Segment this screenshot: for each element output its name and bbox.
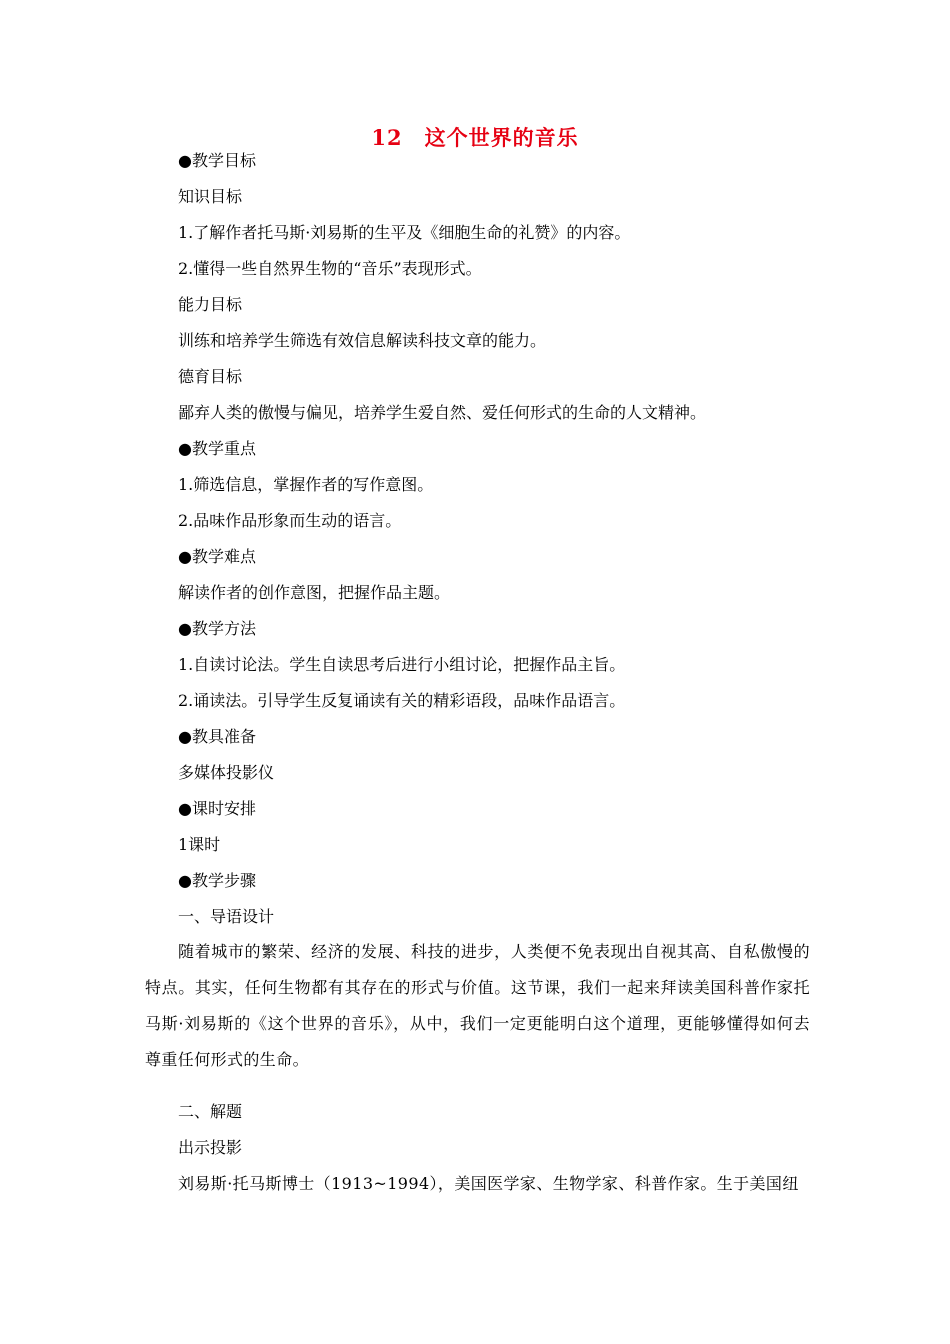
step-2-heading: 二、解题 [178, 1102, 243, 1121]
knowledge-goal-label: 知识目标 [178, 187, 243, 206]
moral-goal-label: 德育目标 [178, 367, 243, 386]
teaching-method-2: 2.诵读法。引导学生反复诵读有关的精彩语段，品味作品语言。 [178, 691, 626, 710]
knowledge-goal-item-2: 2.懂得一些自然界生物的“音乐”表现形式。 [178, 259, 482, 278]
step-1-heading: 一、导语设计 [178, 907, 275, 926]
page-title [0, 122, 950, 152]
author-bio-text: 刘易斯·托马斯博士（1913~1994），美国医学家、生物学家、科普作家。生于美国纽 [178, 1174, 799, 1193]
moral-goal-text: 鄙弃人类的傲慢与偏见，培养学生爱自然、爱任何形式的生命的人文精神。 [178, 403, 707, 422]
lesson-number: 12 [371, 125, 403, 150]
teaching-method-heading: ●教学方法 [178, 619, 256, 638]
intro-paragraph: 随着城市的繁荣、经济的发展、科技的进步，人类便不免表现出自视其高、自私傲慢的特点。其实，任何生物都有其存在的形式与价值。这节课，我们一起来拜读美国科普作家托马斯·刘易斯的《这个世界的音乐》，从中，我们一定更能明白这个道理，更能够懂得如何去尊重任何形式的生命。 [145, 942, 810, 1069]
ability-goal-text: 训练和培养学生筛选有效信息解读科技文章的能力。 [178, 331, 547, 350]
goal-heading: ●教学目标 [178, 151, 256, 170]
key-points-heading: ●教学重点 [178, 439, 256, 458]
knowledge-goal-item-1: 1.了解作者托马斯·刘易斯的生平及《细胞生命的礼赞》的内容。 [178, 223, 631, 242]
difficult-point-text: 解读作者的创作意图，把握作品主题。 [178, 583, 451, 602]
teaching-method-1: 1.自读讨论法。学生自读思考后进行小组讨论，把握作品主旨。 [178, 655, 626, 674]
teaching-tools-text: 多媒体投影仪 [178, 763, 275, 782]
key-point-1: 1.筛选信息，掌握作者的写作意图。 [178, 475, 434, 494]
key-point-2: 2.品味作品形象而生动的语言。 [178, 511, 402, 530]
schedule-heading: ●课时安排 [178, 799, 256, 818]
schedule-text: 1课时 [178, 835, 221, 854]
lesson-title: 这个世界的音乐 [424, 125, 579, 150]
teaching-steps-heading: ●教学步骤 [178, 871, 256, 890]
projection-label: 出示投影 [178, 1138, 243, 1157]
teaching-tools-heading: ●教具准备 [178, 727, 256, 746]
ability-goal-label: 能力目标 [178, 295, 243, 314]
difficult-points-heading: ●教学难点 [178, 547, 256, 566]
